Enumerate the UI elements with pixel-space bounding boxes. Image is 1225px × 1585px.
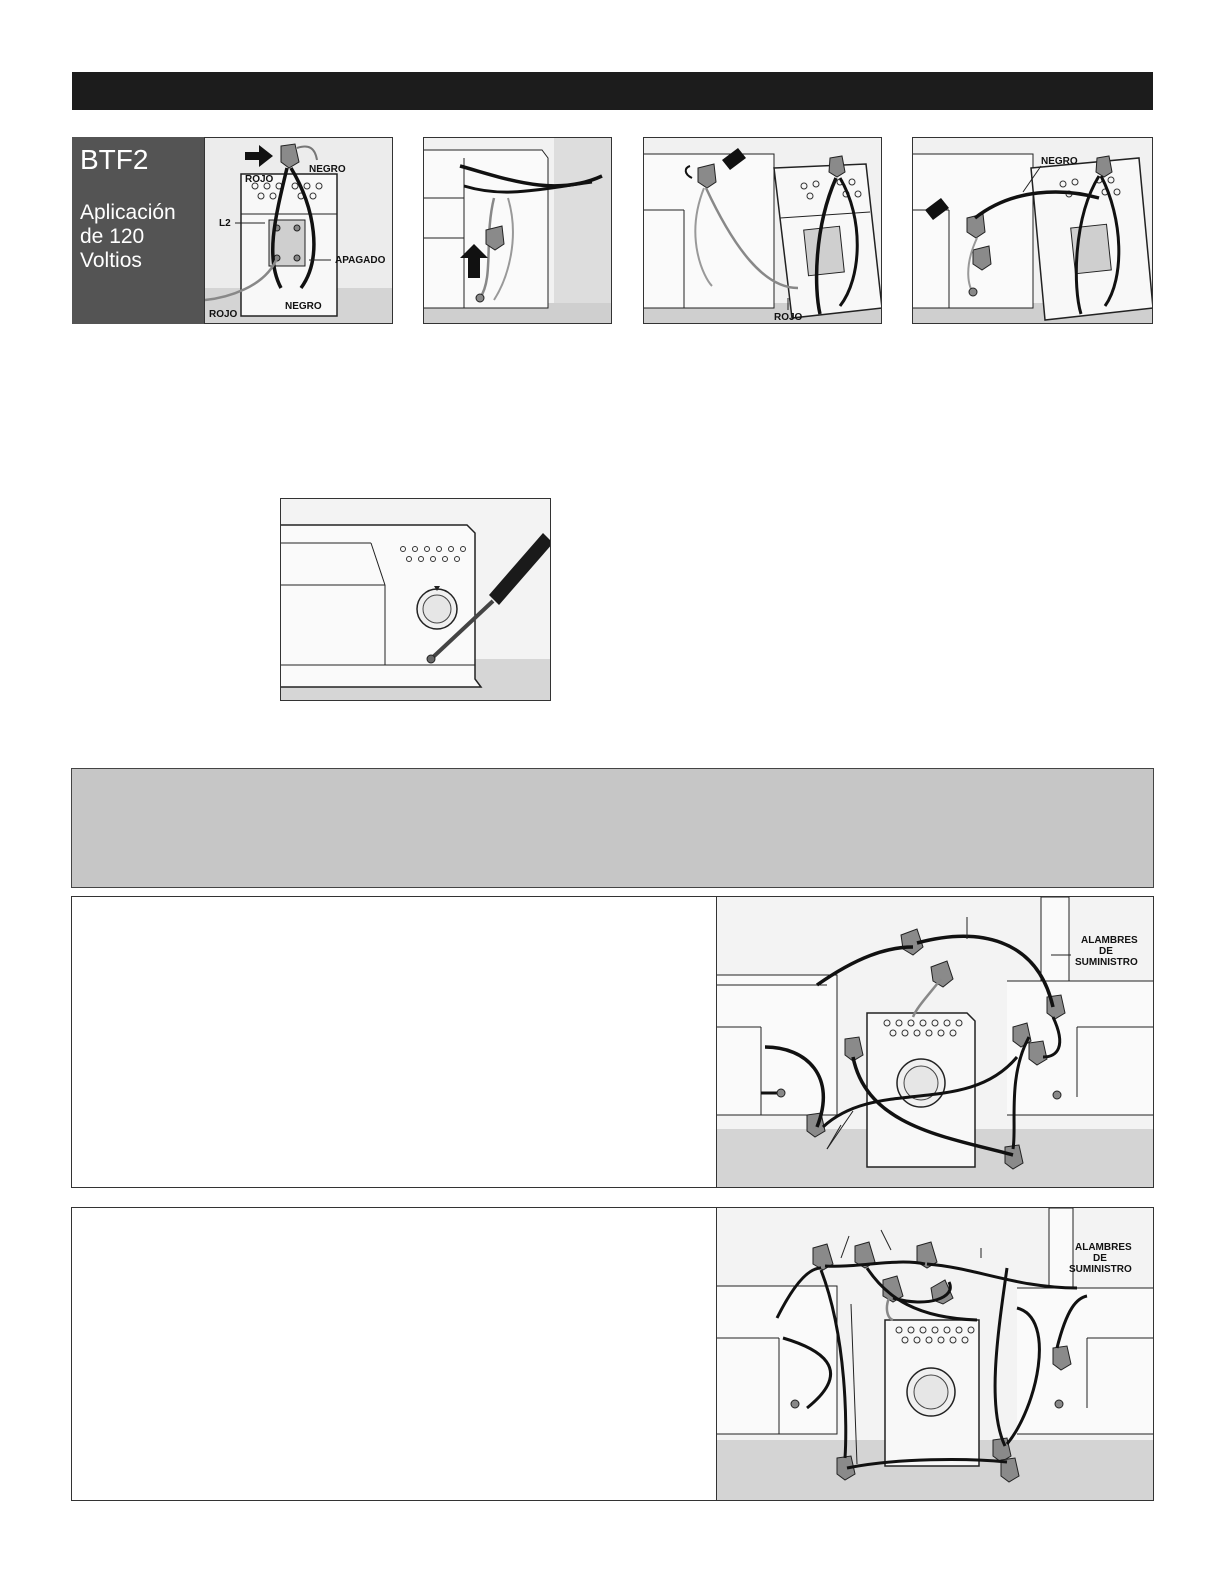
section-band — [71, 768, 1154, 888]
supply-label-2-line3: SUMINISTRO — [1069, 1264, 1132, 1275]
supply-label-line2: DE — [1099, 946, 1113, 957]
wiring-diagram-3 — [643, 137, 882, 324]
model-name: BTF2 — [80, 144, 149, 175]
instruction-text-box-2 — [71, 1207, 717, 1501]
model-application: Aplicación de 120 Voltios — [80, 201, 176, 272]
supply-label-line3: SUMINISTRO — [1075, 957, 1138, 968]
label-rojo: ROJO — [774, 312, 803, 323]
wiring-diagram-1 — [204, 137, 393, 324]
label-rojo-top: ROJO — [245, 174, 274, 185]
label-negro-top: NEGRO — [309, 164, 346, 175]
label-apagado: APAGADO — [335, 255, 386, 266]
supply-label-line1: ALAMBRES — [1081, 935, 1138, 946]
screwdriver-illustration — [280, 498, 551, 701]
wiring-diagram-4 — [912, 137, 1153, 324]
supply-label-2-line2: DE — [1093, 1253, 1107, 1264]
label-negro-bottom: NEGRO — [285, 301, 322, 312]
model-title-box — [72, 137, 204, 324]
label-negro: NEGRO — [1041, 156, 1078, 167]
instruction-text-box-1 — [71, 896, 717, 1188]
multi-heater-diagram-2 — [716, 1207, 1154, 1501]
multi-heater-diagram-1 — [716, 896, 1154, 1188]
label-rojo-bottom: ROJO — [209, 309, 238, 320]
wiring-diagram-2 — [423, 137, 612, 324]
supply-label-2-line1: ALAMBRES — [1075, 1242, 1132, 1253]
header-bar — [72, 72, 1153, 110]
label-l2: L2 — [219, 218, 231, 229]
